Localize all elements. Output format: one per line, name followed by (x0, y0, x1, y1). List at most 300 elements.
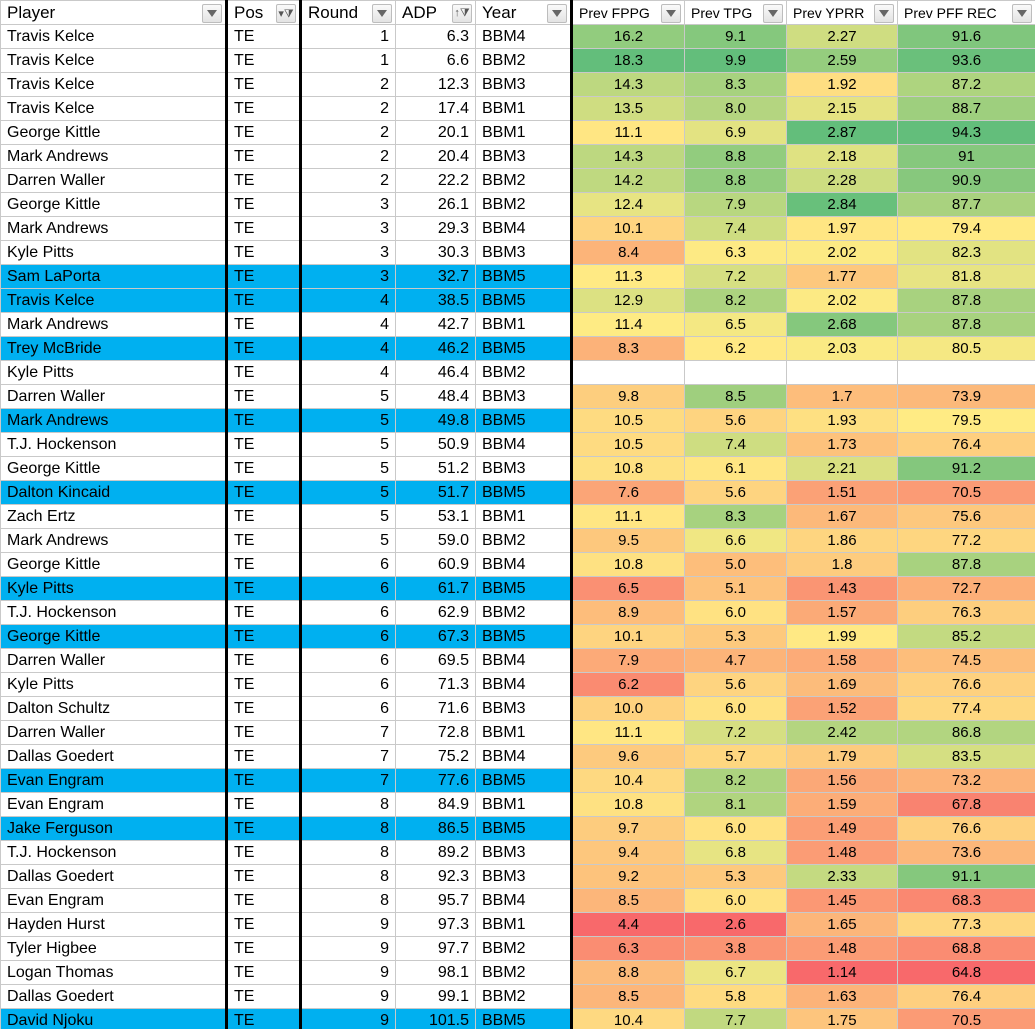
table-row[interactable] (1, 913, 1035, 937)
cell-round[interactable]: 4 (301, 337, 396, 361)
table-row[interactable] (1, 25, 1035, 49)
table-row[interactable] (1, 745, 1035, 769)
cell-round[interactable]: 8 (301, 793, 396, 817)
cell-yprr[interactable]: 1.51 (787, 481, 898, 505)
cell-round[interactable]: 3 (301, 193, 396, 217)
cell-player[interactable]: Travis Kelce (1, 73, 227, 97)
cell-adp[interactable]: 97.7 (396, 937, 476, 961)
cell-pos[interactable]: TE (227, 217, 301, 241)
cell-tpg[interactable]: 7.9 (685, 193, 787, 217)
chevron-down-icon[interactable] (202, 4, 222, 23)
cell-fppg[interactable] (572, 361, 685, 385)
cell-rec[interactable]: 79.5 (898, 409, 1035, 433)
cell-round[interactable]: 7 (301, 769, 396, 793)
cell-tpg[interactable]: 8.2 (685, 289, 787, 313)
cell-tpg[interactable]: 6.6 (685, 529, 787, 553)
cell-tpg[interactable]: 6.5 (685, 313, 787, 337)
table-row[interactable] (1, 865, 1035, 889)
cell-adp[interactable]: 71.6 (396, 697, 476, 721)
cell-year[interactable]: BBM1 (476, 793, 572, 817)
cell-year[interactable]: BBM3 (476, 145, 572, 169)
cell-rec[interactable] (898, 361, 1035, 385)
table-row[interactable] (1, 625, 1035, 649)
cell-pos[interactable]: TE (227, 649, 301, 673)
cell-yprr[interactable]: 2.33 (787, 865, 898, 889)
cell-pos[interactable]: TE (227, 361, 301, 385)
cell-adp[interactable]: 51.2 (396, 457, 476, 481)
cell-yprr[interactable]: 1.48 (787, 937, 898, 961)
cell-round[interactable]: 8 (301, 889, 396, 913)
cell-fppg[interactable]: 9.8 (572, 385, 685, 409)
cell-round[interactable]: 2 (301, 169, 396, 193)
cell-pos[interactable]: TE (227, 97, 301, 121)
cell-tpg[interactable]: 7.4 (685, 217, 787, 241)
cell-year[interactable]: BBM3 (476, 73, 572, 97)
cell-adp[interactable]: 46.2 (396, 337, 476, 361)
cell-rec[interactable]: 80.5 (898, 337, 1035, 361)
cell-year[interactable]: BBM5 (476, 769, 572, 793)
cell-yprr[interactable]: 1.57 (787, 601, 898, 625)
cell-yprr[interactable]: 1.63 (787, 985, 898, 1009)
cell-pos[interactable]: TE (227, 409, 301, 433)
cell-round[interactable]: 8 (301, 865, 396, 889)
column-header-rec[interactable] (898, 1, 1035, 25)
cell-round[interactable]: 1 (301, 49, 396, 73)
cell-year[interactable]: BBM2 (476, 985, 572, 1009)
cell-rec[interactable]: 91.1 (898, 865, 1035, 889)
cell-rec[interactable]: 67.8 (898, 793, 1035, 817)
cell-tpg[interactable] (685, 361, 787, 385)
cell-adp[interactable]: 32.7 (396, 265, 476, 289)
cell-tpg[interactable]: 4.7 (685, 649, 787, 673)
cell-year[interactable]: BBM4 (476, 649, 572, 673)
cell-yprr[interactable]: 2.42 (787, 721, 898, 745)
cell-pos[interactable]: TE (227, 913, 301, 937)
cell-year[interactable]: BBM4 (476, 433, 572, 457)
cell-rec[interactable]: 75.6 (898, 505, 1035, 529)
cell-pos[interactable]: TE (227, 457, 301, 481)
cell-pos[interactable]: TE (227, 25, 301, 49)
cell-rec[interactable]: 87.8 (898, 553, 1035, 577)
cell-fppg[interactable]: 9.6 (572, 745, 685, 769)
cell-year[interactable]: BBM1 (476, 121, 572, 145)
cell-tpg[interactable]: 6.0 (685, 601, 787, 625)
table-row[interactable] (1, 841, 1035, 865)
cell-round[interactable]: 1 (301, 25, 396, 49)
cell-pos[interactable]: TE (227, 793, 301, 817)
cell-yprr[interactable]: 1.14 (787, 961, 898, 985)
cell-pos[interactable]: TE (227, 937, 301, 961)
cell-year[interactable]: BBM2 (476, 601, 572, 625)
cell-rec[interactable]: 76.4 (898, 985, 1035, 1009)
cell-round[interactable]: 9 (301, 961, 396, 985)
cell-year[interactable]: BBM5 (476, 289, 572, 313)
cell-player[interactable]: George Kittle (1, 553, 227, 577)
cell-fppg[interactable]: 12.9 (572, 289, 685, 313)
table-row[interactable] (1, 937, 1035, 961)
cell-year[interactable]: BBM4 (476, 553, 572, 577)
cell-adp[interactable]: 6.6 (396, 49, 476, 73)
cell-pos[interactable]: TE (227, 697, 301, 721)
cell-pos[interactable]: TE (227, 313, 301, 337)
cell-pos[interactable]: TE (227, 49, 301, 73)
cell-adp[interactable]: 60.9 (396, 553, 476, 577)
cell-tpg[interactable]: 6.1 (685, 457, 787, 481)
cell-fppg[interactable]: 11.1 (572, 121, 685, 145)
cell-yprr[interactable]: 1.56 (787, 769, 898, 793)
cell-player[interactable]: Evan Engram (1, 793, 227, 817)
table-row[interactable] (1, 769, 1035, 793)
cell-adp[interactable]: 6.3 (396, 25, 476, 49)
cell-round[interactable]: 6 (301, 553, 396, 577)
cell-tpg[interactable]: 8.0 (685, 97, 787, 121)
cell-yprr[interactable]: 2.02 (787, 241, 898, 265)
cell-player[interactable]: Darren Waller (1, 385, 227, 409)
cell-rec[interactable]: 87.8 (898, 289, 1035, 313)
cell-round[interactable]: 5 (301, 385, 396, 409)
table-row[interactable] (1, 529, 1035, 553)
cell-fppg[interactable]: 10.4 (572, 1009, 685, 1029)
cell-round[interactable]: 3 (301, 265, 396, 289)
cell-tpg[interactable]: 6.2 (685, 337, 787, 361)
cell-yprr[interactable]: 2.18 (787, 145, 898, 169)
cell-tpg[interactable]: 5.0 (685, 553, 787, 577)
cell-pos[interactable]: TE (227, 505, 301, 529)
cell-round[interactable]: 2 (301, 97, 396, 121)
cell-round[interactable]: 7 (301, 745, 396, 769)
cell-pos[interactable]: TE (227, 73, 301, 97)
cell-round[interactable]: 9 (301, 937, 396, 961)
cell-fppg[interactable]: 16.2 (572, 25, 685, 49)
cell-rec[interactable]: 70.5 (898, 1009, 1035, 1029)
cell-yprr[interactable]: 1.92 (787, 73, 898, 97)
cell-round[interactable]: 6 (301, 649, 396, 673)
cell-adp[interactable]: 101.5 (396, 1009, 476, 1029)
cell-adp[interactable]: 72.8 (396, 721, 476, 745)
cell-yprr[interactable]: 2.02 (787, 289, 898, 313)
cell-year[interactable]: BBM5 (476, 625, 572, 649)
table-row[interactable] (1, 409, 1035, 433)
cell-rec[interactable]: 77.4 (898, 697, 1035, 721)
cell-pos[interactable]: TE (227, 529, 301, 553)
cell-yprr[interactable]: 1.7 (787, 385, 898, 409)
cell-adp[interactable]: 12.3 (396, 73, 476, 97)
cell-fppg[interactable]: 8.9 (572, 601, 685, 625)
filter-funnel-icon[interactable]: ▾⧩ (276, 4, 296, 23)
cell-player[interactable]: Logan Thomas (1, 961, 227, 985)
cell-adp[interactable]: 89.2 (396, 841, 476, 865)
cell-tpg[interactable]: 5.3 (685, 865, 787, 889)
column-header-yprr[interactable] (787, 1, 898, 25)
cell-rec[interactable]: 91.6 (898, 25, 1035, 49)
cell-year[interactable]: BBM2 (476, 529, 572, 553)
cell-tpg[interactable]: 7.4 (685, 433, 787, 457)
cell-year[interactable]: BBM3 (476, 241, 572, 265)
cell-rec[interactable]: 86.8 (898, 721, 1035, 745)
cell-fppg[interactable]: 18.3 (572, 49, 685, 73)
cell-round[interactable]: 9 (301, 913, 396, 937)
table-row[interactable] (1, 601, 1035, 625)
cell-pos[interactable]: TE (227, 169, 301, 193)
cell-fppg[interactable]: 10.8 (572, 553, 685, 577)
cell-player[interactable]: David Njoku (1, 1009, 227, 1029)
cell-player[interactable]: Tyler Higbee (1, 937, 227, 961)
cell-yprr[interactable]: 1.65 (787, 913, 898, 937)
cell-tpg[interactable]: 8.8 (685, 169, 787, 193)
cell-tpg[interactable]: 6.0 (685, 697, 787, 721)
cell-yprr[interactable]: 1.43 (787, 577, 898, 601)
cell-pos[interactable]: TE (227, 265, 301, 289)
cell-player[interactable]: Travis Kelce (1, 49, 227, 73)
cell-yprr[interactable]: 2.68 (787, 313, 898, 337)
cell-fppg[interactable]: 10.1 (572, 217, 685, 241)
cell-adp[interactable]: 75.2 (396, 745, 476, 769)
column-header-tpg[interactable] (685, 1, 787, 25)
cell-fppg[interactable]: 9.5 (572, 529, 685, 553)
cell-pos[interactable]: TE (227, 193, 301, 217)
table-row[interactable] (1, 985, 1035, 1009)
cell-rec[interactable]: 76.4 (898, 433, 1035, 457)
table-row[interactable] (1, 553, 1035, 577)
cell-yprr[interactable]: 1.49 (787, 817, 898, 841)
cell-adp[interactable]: 59.0 (396, 529, 476, 553)
cell-yprr[interactable]: 1.73 (787, 433, 898, 457)
cell-rec[interactable]: 73.6 (898, 841, 1035, 865)
table-row[interactable] (1, 361, 1035, 385)
cell-year[interactable]: BBM2 (476, 937, 572, 961)
cell-rec[interactable]: 81.8 (898, 265, 1035, 289)
cell-player[interactable]: T.J. Hockenson (1, 841, 227, 865)
sort-ascending-icon[interactable]: ↑⧩ (452, 4, 472, 23)
cell-player[interactable]: Dallas Goedert (1, 865, 227, 889)
cell-adp[interactable]: 26.1 (396, 193, 476, 217)
cell-fppg[interactable]: 10.5 (572, 433, 685, 457)
cell-fppg[interactable]: 10.5 (572, 409, 685, 433)
cell-pos[interactable]: TE (227, 145, 301, 169)
cell-pos[interactable]: TE (227, 241, 301, 265)
table-row[interactable] (1, 673, 1035, 697)
cell-adp[interactable]: 20.4 (396, 145, 476, 169)
cell-fppg[interactable]: 11.1 (572, 721, 685, 745)
table-row[interactable] (1, 337, 1035, 361)
cell-year[interactable]: BBM5 (476, 409, 572, 433)
cell-rec[interactable]: 77.3 (898, 913, 1035, 937)
cell-adp[interactable]: 46.4 (396, 361, 476, 385)
cell-rec[interactable]: 91.2 (898, 457, 1035, 481)
cell-adp[interactable]: 61.7 (396, 577, 476, 601)
column-header-fppg[interactable] (572, 1, 685, 25)
table-row[interactable] (1, 289, 1035, 313)
cell-rec[interactable]: 83.5 (898, 745, 1035, 769)
cell-rec[interactable]: 88.7 (898, 97, 1035, 121)
cell-yprr[interactable]: 2.27 (787, 25, 898, 49)
cell-tpg[interactable]: 5.3 (685, 625, 787, 649)
cell-pos[interactable]: TE (227, 769, 301, 793)
cell-yprr[interactable]: 2.03 (787, 337, 898, 361)
cell-year[interactable]: BBM2 (476, 361, 572, 385)
cell-rec[interactable]: 76.3 (898, 601, 1035, 625)
cell-yprr[interactable]: 1.99 (787, 625, 898, 649)
cell-year[interactable]: BBM1 (476, 97, 572, 121)
cell-round[interactable]: 9 (301, 985, 396, 1009)
cell-adp[interactable]: 48.4 (396, 385, 476, 409)
cell-tpg[interactable]: 6.8 (685, 841, 787, 865)
cell-year[interactable]: BBM2 (476, 49, 572, 73)
cell-adp[interactable]: 51.7 (396, 481, 476, 505)
cell-adp[interactable]: 50.9 (396, 433, 476, 457)
cell-rec[interactable]: 87.7 (898, 193, 1035, 217)
cell-pos[interactable]: TE (227, 865, 301, 889)
cell-fppg[interactable]: 8.3 (572, 337, 685, 361)
cell-rec[interactable]: 76.6 (898, 817, 1035, 841)
cell-pos[interactable]: TE (227, 553, 301, 577)
cell-player[interactable]: Mark Andrews (1, 313, 227, 337)
cell-player[interactable]: Kyle Pitts (1, 673, 227, 697)
cell-pos[interactable]: TE (227, 289, 301, 313)
cell-player[interactable]: Dalton Schultz (1, 697, 227, 721)
chevron-down-icon[interactable] (661, 4, 681, 23)
cell-yprr[interactable]: 1.52 (787, 697, 898, 721)
cell-year[interactable]: BBM4 (476, 25, 572, 49)
cell-year[interactable]: BBM4 (476, 889, 572, 913)
cell-fppg[interactable]: 8.8 (572, 961, 685, 985)
cell-year[interactable]: BBM1 (476, 721, 572, 745)
cell-rec[interactable]: 72.7 (898, 577, 1035, 601)
cell-year[interactable]: BBM1 (476, 913, 572, 937)
cell-round[interactable]: 5 (301, 409, 396, 433)
cell-round[interactable]: 3 (301, 241, 396, 265)
cell-adp[interactable]: 38.5 (396, 289, 476, 313)
cell-fppg[interactable]: 10.4 (572, 769, 685, 793)
cell-tpg[interactable]: 8.1 (685, 793, 787, 817)
table-row[interactable] (1, 49, 1035, 73)
cell-player[interactable]: George Kittle (1, 625, 227, 649)
cell-player[interactable]: Zach Ertz (1, 505, 227, 529)
table-row[interactable] (1, 121, 1035, 145)
cell-player[interactable]: T.J. Hockenson (1, 433, 227, 457)
cell-fppg[interactable]: 10.8 (572, 793, 685, 817)
cell-rec[interactable]: 64.8 (898, 961, 1035, 985)
table-row[interactable] (1, 97, 1035, 121)
cell-round[interactable]: 6 (301, 577, 396, 601)
cell-adp[interactable]: 71.3 (396, 673, 476, 697)
cell-tpg[interactable]: 8.8 (685, 145, 787, 169)
cell-yprr[interactable]: 2.28 (787, 169, 898, 193)
table-row[interactable] (1, 481, 1035, 505)
table-row[interactable] (1, 193, 1035, 217)
cell-rec[interactable]: 82.3 (898, 241, 1035, 265)
cell-player[interactable]: Dallas Goedert (1, 985, 227, 1009)
cell-rec[interactable]: 76.6 (898, 673, 1035, 697)
cell-yprr[interactable]: 1.75 (787, 1009, 898, 1029)
cell-yprr[interactable] (787, 361, 898, 385)
cell-round[interactable]: 2 (301, 121, 396, 145)
chevron-down-icon[interactable] (1012, 4, 1032, 23)
cell-player[interactable]: Evan Engram (1, 769, 227, 793)
cell-rec[interactable]: 73.2 (898, 769, 1035, 793)
cell-rec[interactable]: 87.2 (898, 73, 1035, 97)
table-row[interactable] (1, 385, 1035, 409)
cell-fppg[interactable]: 9.4 (572, 841, 685, 865)
table-row[interactable] (1, 793, 1035, 817)
cell-player[interactable]: Trey McBride (1, 337, 227, 361)
cell-adp[interactable]: 69.5 (396, 649, 476, 673)
cell-tpg[interactable]: 7.7 (685, 1009, 787, 1029)
table-row[interactable] (1, 313, 1035, 337)
cell-tpg[interactable]: 8.5 (685, 385, 787, 409)
cell-tpg[interactable]: 7.2 (685, 721, 787, 745)
cell-player[interactable]: Hayden Hurst (1, 913, 227, 937)
table-row[interactable] (1, 889, 1035, 913)
cell-pos[interactable]: TE (227, 385, 301, 409)
cell-pos[interactable]: TE (227, 673, 301, 697)
cell-round[interactable]: 5 (301, 481, 396, 505)
cell-year[interactable]: BBM1 (476, 313, 572, 337)
cell-yprr[interactable]: 1.77 (787, 265, 898, 289)
cell-tpg[interactable]: 3.8 (685, 937, 787, 961)
cell-fppg[interactable]: 14.3 (572, 73, 685, 97)
cell-yprr[interactable]: 2.15 (787, 97, 898, 121)
cell-player[interactable]: Travis Kelce (1, 289, 227, 313)
cell-player[interactable]: Darren Waller (1, 649, 227, 673)
cell-adp[interactable]: 86.5 (396, 817, 476, 841)
cell-round[interactable]: 5 (301, 505, 396, 529)
cell-year[interactable]: BBM3 (476, 697, 572, 721)
cell-player[interactable]: Mark Andrews (1, 217, 227, 241)
cell-fppg[interactable]: 11.3 (572, 265, 685, 289)
cell-adp[interactable]: 95.7 (396, 889, 476, 913)
table-row[interactable] (1, 457, 1035, 481)
cell-pos[interactable]: TE (227, 985, 301, 1009)
cell-tpg[interactable]: 6.9 (685, 121, 787, 145)
cell-tpg[interactable]: 5.7 (685, 745, 787, 769)
cell-rec[interactable]: 73.9 (898, 385, 1035, 409)
cell-adp[interactable]: 20.1 (396, 121, 476, 145)
cell-yprr[interactable]: 2.84 (787, 193, 898, 217)
cell-year[interactable]: BBM1 (476, 505, 572, 529)
cell-fppg[interactable]: 8.5 (572, 889, 685, 913)
table-row[interactable] (1, 961, 1035, 985)
cell-yprr[interactable]: 1.48 (787, 841, 898, 865)
cell-year[interactable]: BBM2 (476, 193, 572, 217)
cell-pos[interactable]: TE (227, 601, 301, 625)
cell-yprr[interactable]: 1.79 (787, 745, 898, 769)
cell-rec[interactable]: 85.2 (898, 625, 1035, 649)
table-row[interactable] (1, 577, 1035, 601)
column-header-year[interactable] (476, 1, 572, 25)
cell-pos[interactable]: TE (227, 745, 301, 769)
cell-pos[interactable]: TE (227, 337, 301, 361)
cell-yprr[interactable]: 1.45 (787, 889, 898, 913)
cell-adp[interactable]: 67.3 (396, 625, 476, 649)
cell-player[interactable]: Travis Kelce (1, 25, 227, 49)
cell-year[interactable]: BBM3 (476, 865, 572, 889)
cell-adp[interactable]: 98.1 (396, 961, 476, 985)
cell-round[interactable]: 8 (301, 817, 396, 841)
cell-rec[interactable]: 93.6 (898, 49, 1035, 73)
cell-player[interactable]: Darren Waller (1, 721, 227, 745)
cell-adp[interactable]: 42.7 (396, 313, 476, 337)
cell-tpg[interactable]: 5.6 (685, 481, 787, 505)
cell-player[interactable]: Darren Waller (1, 169, 227, 193)
cell-yprr[interactable]: 1.93 (787, 409, 898, 433)
column-header-player[interactable] (1, 1, 227, 25)
cell-player[interactable]: George Kittle (1, 121, 227, 145)
cell-player[interactable]: Kyle Pitts (1, 361, 227, 385)
cell-adp[interactable]: 29.3 (396, 217, 476, 241)
table-row[interactable] (1, 73, 1035, 97)
cell-yprr[interactable]: 1.59 (787, 793, 898, 817)
